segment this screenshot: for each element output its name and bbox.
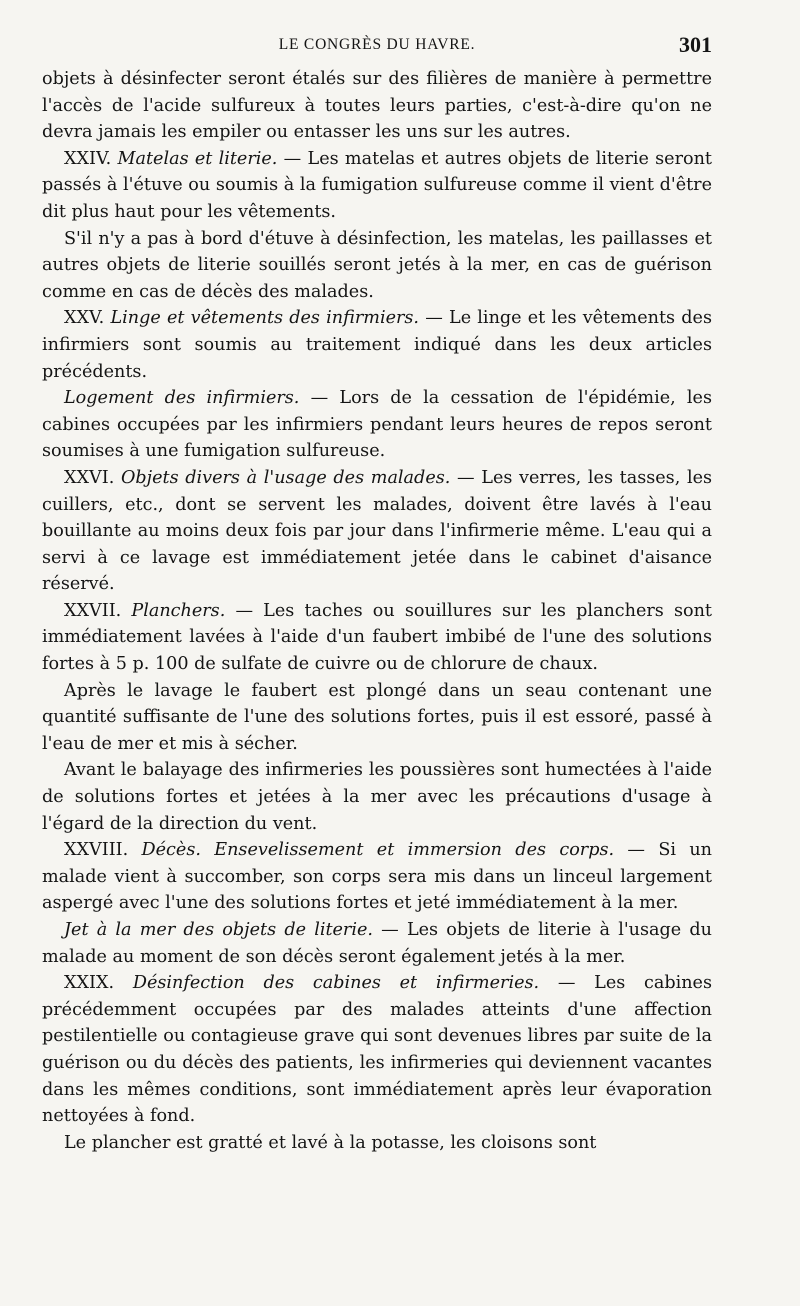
paragraph-text: — Les objets de literie à l'usage du malade au moment de son décès seront également jetés à la mer. xyxy=(42,920,712,967)
page-header xyxy=(42,32,712,66)
article-heading: Décès. Ensevelissement et immersion des corps. xyxy=(141,840,615,861)
article-xxvi-paragraph xyxy=(42,465,712,598)
subheading: Jet à la mer des objets de literie. xyxy=(64,920,373,940)
article-number: XXVI. xyxy=(64,467,121,488)
paragraph-text: — Les matelas et autres objets de literie seront passés à l'étuve ou soumis à la fumigation sulfureuse comme il vient d'être dit plus haut pour les vêtements. xyxy=(42,148,712,222)
article-heading: Planchers. xyxy=(131,600,226,621)
paragraph-text: — Lors de la cessation de l'épidémie, les cabines occupées par les infirmiers pendant leurs heures de repos seront soumises à une fumigation sulfureuse. xyxy=(42,388,712,462)
article-number: XXVIII. xyxy=(64,840,142,861)
body-text xyxy=(42,66,712,1156)
article-heading: Linge et vêtements des infirmiers. xyxy=(110,308,420,329)
page xyxy=(42,32,712,1156)
paragraph-text: S'il n'y a pas à bord d'étuve à désinfection, les matelas, les paillasses et autres objets de literie souillés seront jetés à la mer, en cas de guérison comme en cas de décès des malades. xyxy=(42,228,712,302)
paragraph-text: — Les cabines précédemment occupées par des malades atteints d'une affection pestilentielle ou contagieuse grave qui sont devenues libres par suite de la guérison ou du décès des patients, les infirmeries qui deviennent vacantes dans les mêmes conditions, sont immédiatement après leur évaporation nettoyées à fond. xyxy=(42,973,713,1127)
paragraph-text: Après le lavage le faubert est plongé dans un seau contenant une quantité suffisante de l'une des solutions fortes, puis il est essoré, passé à l'eau de mer et mis à sécher. xyxy=(42,680,712,754)
article-heading: Matelas et literie. xyxy=(117,148,278,169)
paragraph xyxy=(42,226,712,306)
article-number: XXVII. xyxy=(64,600,132,621)
running-title: LE CONGRÈS DU HAVRE. xyxy=(278,36,476,53)
paragraph-text: — Les verres, les tasses, les cuillers, etc., dont se servent les malades, doivent être lavés à l'eau bouillante au moins deux fois par jour dans l'infirmerie même. L'eau qui a servi à ce lavage est immédiatement jetée dans le cabinet d'aisance réservé. xyxy=(42,467,713,595)
paragraph-text: — Le linge et les vêtements des infirmiers sont soumis au traitement indiqué dans les deux articles précédents. xyxy=(42,308,712,382)
paragraph-text: Avant le balayage des infirmeries les poussières sont humectées à l'aide de solutions fortes et jetées à la mer avec les précautions d'usage à l'égard de la direction du vent. xyxy=(42,760,712,834)
article-heading: Objets divers à l'usage des malades. xyxy=(120,467,451,488)
paragraph-text: Le plancher est gratté et lavé à la potasse, les cloisons sont xyxy=(64,1132,597,1153)
article-number: XXIV. xyxy=(64,148,118,169)
article-number: XXV. xyxy=(64,308,111,329)
page-number: 301 xyxy=(679,32,712,57)
article-xxvii-paragraph xyxy=(42,598,712,678)
article-xxiv-paragraph xyxy=(42,146,712,226)
article-number: XXIX. xyxy=(64,973,133,994)
subheading: Logement des infirmiers. xyxy=(64,388,300,409)
article-heading: Désinfection des cabines et infirmeries. xyxy=(132,973,540,994)
paragraph xyxy=(42,678,712,758)
paragraph xyxy=(42,1130,712,1157)
article-xxviii-paragraph xyxy=(42,837,712,917)
paragraph-text: — Les taches ou souillures sur les planchers sont immédiatement lavées à l'aide d'un faubert imbibé de l'une des solutions fortes à 5 p. 100 de sulfate de cuivre ou de chlorure de chaux. xyxy=(42,600,713,675)
article-xxv-paragraph xyxy=(42,305,712,385)
paragraph xyxy=(42,757,712,837)
article-xxix-paragraph xyxy=(42,970,712,1130)
paragraph-text: — Si un malade vient à succomber, son corps sera mis dans un linceul largement aspergé avec l'une des solutions fortes et jeté immédiatement à la mer. xyxy=(42,840,712,914)
paragraph xyxy=(42,66,712,146)
paragraph xyxy=(42,917,712,970)
paragraph xyxy=(42,385,712,465)
paragraph-text: objets à désinfecter seront étalés sur des filières de manière à permettre l'accès de l'acide sulfureux à toutes leurs parties, c'est-à-dire qu'on ne devra jamais les empiler ou entasser les uns sur les autres. xyxy=(42,69,712,143)
